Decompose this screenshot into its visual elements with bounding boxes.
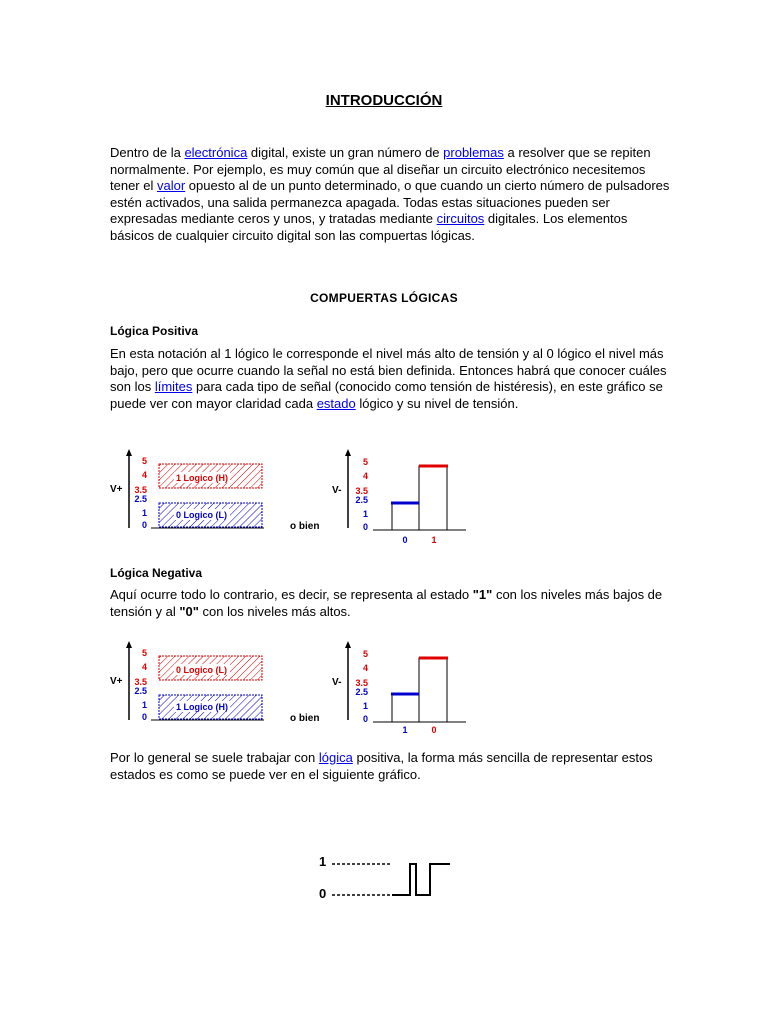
svg-text:3.5: 3.5: [134, 677, 147, 687]
x-label-right: 1: [431, 535, 437, 545]
axis-label-vplus: V+: [110, 484, 123, 495]
arrow-up-icon: [126, 641, 132, 648]
arrow-up-icon: [126, 449, 132, 456]
pulse-diagram: [316, 850, 456, 906]
svg-text:1: 1: [141, 700, 147, 710]
tick-1: 1: [141, 508, 147, 518]
x-label-left: 0: [402, 535, 408, 545]
tick-0: 0: [141, 520, 147, 530]
svg-text:2.5: 2.5: [355, 495, 368, 505]
axis-label-vminus: V-: [332, 677, 342, 688]
bar-low: [392, 503, 419, 530]
axis-label-vminus: V-: [332, 485, 342, 496]
svg-text:3.5: 3.5: [355, 486, 368, 496]
x-label-left: 1: [402, 725, 408, 735]
tick-5: 5: [141, 456, 147, 466]
tick-4: 4: [141, 470, 147, 480]
pulse-waveform: [392, 864, 450, 895]
bar-high: [419, 658, 447, 722]
svg-text:1: 1: [362, 701, 368, 711]
negative-paragraph: Aquí ocurre todo lo contrario, es decir, se representa al estado "1" con los niveles más bajos de tensión y al "0" con los niveles más altos.: [110, 587, 663, 619]
intro-paragraph: Dentro de la electrónica digital, existe un gran número de problemas a resolver que se repiten normalmente. Por ejemplo, es muy común que al diseñar un circuito electrónico necesitemos tener el valor opuesto al de un punto determinado, o que cuando un cierto número de pulsadores estén activados, una salida permanezca apagada. Todas estas situaciones pueden ser expresadas mediante ceros y unos, y tratadas mediante circuitos digitales. Los elementos básicos de cualquier circuito digital son las compuertas lógicas.: [110, 145, 670, 243]
o-bien-label: o bien: [290, 713, 320, 724]
tick-3-5: 3.5: [134, 485, 147, 495]
o-bien-label: o bien: [290, 521, 320, 532]
lower-band-label: 1 Logico (H): [176, 702, 228, 712]
arrow-up-icon: [345, 449, 351, 456]
svg-text:1: 1: [362, 509, 368, 519]
heading-logica-positiva: Lógica Positiva: [110, 324, 199, 338]
upper-band-label: 0 Logico (L): [176, 665, 227, 675]
bar-low: [392, 694, 419, 722]
page-title: INTRODUCCIÓN: [325, 92, 443, 109]
link-limites[interactable]: límites: [154, 379, 193, 394]
closing-paragraph: Por lo general se suele trabajar con lógica positiva, la forma más sencilla de representar estos estados es como se puede ver en el siguiente gráfico.: [110, 750, 653, 782]
axis-label-vplus: V+: [110, 676, 123, 687]
svg-text:4: 4: [362, 471, 368, 481]
section-title: COMPUERTAS LÓGICAS: [310, 291, 458, 305]
svg-text:0: 0: [362, 522, 368, 532]
svg-text:4: 4: [362, 663, 368, 673]
bar-high: [419, 466, 447, 530]
link-circuitos[interactable]: circuitos: [436, 211, 485, 226]
lower-band-label: 0 Logico (L): [176, 510, 227, 520]
positive-paragraph: En esta notación al 1 lógico le corresponde el nivel más alto de tensión y al 0 lógico el nivel más bajo, pero que ocurre cuando la señal no está bien definida. Entonces habrá que conocer cuáles son los límites para cada tipo de señal (conocido como tensión de histéresis), en este gráfico se puede ver con mayor claridad cada estado lógico y su nivel de tensión.: [110, 346, 667, 411]
level-low-label: 0: [319, 886, 327, 901]
svg-text:4: 4: [141, 662, 147, 672]
level-high-label: 1: [319, 854, 327, 869]
svg-text:5: 5: [362, 457, 368, 467]
heading-logica-negativa: Lógica Negativa: [110, 566, 203, 580]
link-valor[interactable]: valor: [156, 178, 186, 193]
svg-text:2.5: 2.5: [355, 687, 368, 697]
arrow-up-icon: [345, 641, 351, 648]
link-problemas[interactable]: problemas: [443, 145, 504, 160]
positive-logic-figure: [106, 448, 466, 548]
svg-text:0: 0: [141, 712, 147, 722]
link-estado[interactable]: estado: [316, 395, 356, 411]
svg-text:2.5: 2.5: [134, 686, 147, 696]
svg-text:3.5: 3.5: [355, 678, 368, 688]
negative-logic-figure: [106, 640, 466, 740]
svg-text:5: 5: [362, 649, 368, 659]
x-label-right: 0: [431, 725, 437, 735]
tick-2-5: 2.5: [134, 494, 147, 504]
link-logica[interactable]: lógica: [318, 750, 353, 765]
upper-band-label: 1 Logico (H): [176, 473, 228, 483]
link-electronica[interactable]: electrónica: [184, 145, 248, 160]
svg-text:0: 0: [362, 714, 368, 724]
svg-text:5: 5: [141, 648, 147, 658]
